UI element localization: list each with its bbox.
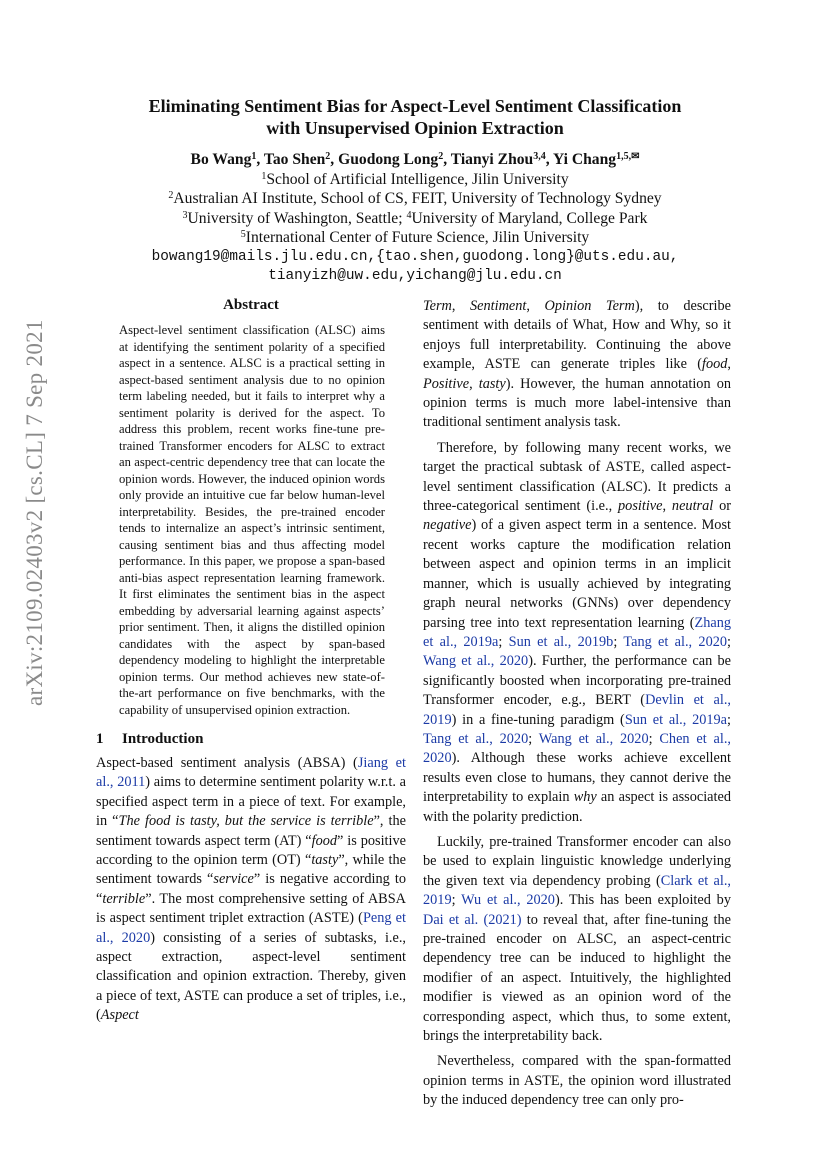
affiliation-1: $^1$School of Artificial Intelligence, Jilin University: [261, 170, 569, 188]
intro-paragraph-1: Aspect-based sentiment analysis (ABSA) (Jiang et al., 2011) aims to determine sentiment polarity w.r.t. a specified aspect term in a piece of text. For example, in “The food is tasty, but the service is terrible”, the sentiment towards aspect term (AT) “food” is positive according to the opinion term (OT) “tasty”, while the sentiment towards “service” is negative according to “terrible”. The most comprehensive setting of ABSA is aspect sentiment triplet extraction (ASTE) (Peng et al., 2020) consisting of a series of subtasks, i.e., aspect extraction, aspect-level sentiment classification and opinion extraction. Thereby, given a piece of text, ASTE can produce a set of triples, i.e., (Aspect: [96, 755, 406, 1024]
right-paragraph-2: Therefore, by following many recent works, we target the practical subtask of ASTE, called aspect-level sentiment classification (ALSC). It predicts a three-categorical sentiment (i.e., positive, neutral or negative) of a given aspect term in a sentence. Most recent works capture the modification relation between aspect and opinion terms in an implicit manner, which is usually achieved by integrating graph neural networks (GNNs) over dependency parsing tree into text representation learning (Zhang et al., 2019a; Sun et al., 2019b; Tang et al., 2020; Wang et al., 2020). Further, the performance can be significantly boosted when incorporating pre-trained Transformer encoder, e.g., BERT (Devlin et al., 2019) in a fine-tuning paradigm (Sun et al., 2019a; Tang et al., 2020; Wang et al., 2020; Chen et al., 2020). Although these works achieve excellent results even close to humans, they cannot derive the interpretability to explain why an aspect is associated with the polarity prediction.: [423, 439, 732, 825]
citation-chen-2020[interactable]: Chen et al., 2020: [423, 730, 731, 767]
right-paragraph-3: Luckily, pre-trained Transformer encoder can also be used to explain linguistic knowledge underlying the given text via dependency probing (Clark et al., 2019; Wu et al., 2020). This has been exploited by Dai et al. (2021) to reveal that, after fine-tuning the pre-trained encoder on ALSC, an aspect-centric dependency tree can be induced to highlight the modifier of an aspect. Intuitively, the highlighted modifier is viewed as an opinion word of the corresponding aspect, which thus, to some extent, brings the interpretability back.: [423, 833, 731, 1045]
affiliation-2: $^2$Australian AI Institute, School of CS, FEIT, University of Technology Sydney: [168, 190, 662, 207]
section-heading-introduction: 1 Introduction: [96, 731, 204, 747]
title-line-2: with Unsupervised Opinion Extraction: [266, 118, 564, 138]
email-line-2: tianyizh@uw.edu,yichang@jlu.edu.cn: [268, 268, 562, 284]
citation-wang-2020[interactable]: Wang et al., 2020: [423, 653, 529, 670]
left-column: [96, 296, 406, 1026]
abstract-text: Aspect-level sentiment classification (ALSC) aims at identifying the sentiment polarity of a specified aspect in a sentence. ALSC is a practical setting in aspect-based sentiment analysis due to no opinion term labeling needed, but it fails to interpret why a sentiment polarity is derived for the aspect. To address this problem, recent works fine-tune pre-trained Transformer encoders for ALSC to extract an aspect-centric dependency tree that can locate the opinion words. However, the induced opinion words only provide an intuitive cue far below human-level interpretability. Besides, the pre-trained encoder tends to internalize an aspect’s intrinsic sentiment, causing sentiment bias and thus affecting model performance. In this paper, we propose a span-based anti-bias aspect representation learning framework. It first eliminates the sentiment bias in the aspect embedding by adversarial learning against aspects’ prior sentiment. Then, it aligns the distilled opinion candidates with the aspect by span-based dependency modeling to highlight the interpretable opinion terms. Our method achieves new state-of-the-art performance on five benchmarks, with the capability of unsupervised opinion extraction.: [119, 323, 385, 717]
citation-peng-2020[interactable]: Peng et al., 2020: [96, 910, 406, 946]
citation-tang-2020[interactable]: Tang et al., 2020: [623, 633, 728, 650]
citation-wang-2020-b[interactable]: Wang et al., 2020: [538, 730, 649, 747]
affiliation-5: $^5$International Center of Future Science, Jilin University: [240, 229, 590, 246]
citation-zhang-2019a[interactable]: Zhang et al., 2019a: [423, 614, 731, 650]
email-line-1: bowang19@mails.jlu.edu.cn,{tao.shen,guodong.long}@uts.edu.au,: [151, 248, 679, 265]
citation-sun-2019a[interactable]: Sun et al., 2019a: [624, 711, 728, 728]
citation-tang-2020-b[interactable]: Tang et al., 2020: [423, 730, 529, 747]
author-block: [95, 150, 735, 287]
abstract-heading: Abstract: [223, 297, 279, 313]
author-names: Bo Wang$^1$, Tao Shen$^2$, Guodong Long$^2$, Tianyi Zhou$^{3,4}$, Yi Chang$^{1,5,✉}$: [190, 151, 640, 168]
citation-devlin-2019[interactable]: Devlin et al., 2019: [423, 692, 731, 728]
citation-dai-2021[interactable]: Dai et al. (2021): [423, 911, 522, 928]
title-line-1: Eliminating Sentiment Bias for Aspect-Level Sentiment Classification: [148, 96, 682, 116]
citation-wu-2020[interactable]: Wu et al., 2020: [461, 892, 555, 909]
arxiv-identifier: arXiv:2109.02403v2 [cs.CL] 7 Sep 2021: [22, 319, 47, 706]
right-paragraph-4: Nevertheless, compared with the span-formatted opinion terms in ASTE, the opinion word illustrated by the induced dependency tree can only pro-: [423, 1053, 731, 1109]
citation-clark-2019[interactable]: Clark et al., 2019: [423, 872, 731, 909]
right-paragraph-1: Term, Sentiment, Opinion Term), to describe sentiment with details of What, How and Why, so it enjoys full interpretability. Continuing the above example, ASTE can generate triples like (food, Positive, tasty). However, the human annotation on opinion terms is much more label-intensive than traditional sentiment analysis task.: [423, 298, 731, 431]
citation-jiang-2011[interactable]: Jiang et al., 2011: [96, 755, 406, 791]
paper-title: [95, 95, 735, 139]
citation-sun-2019b[interactable]: Sun et al., 2019b: [508, 633, 614, 650]
right-column: [423, 297, 731, 1111]
affiliation-3-4: $^3$University of Washington, Seattle; $^4$University of Maryland, College Park: [182, 209, 648, 227]
